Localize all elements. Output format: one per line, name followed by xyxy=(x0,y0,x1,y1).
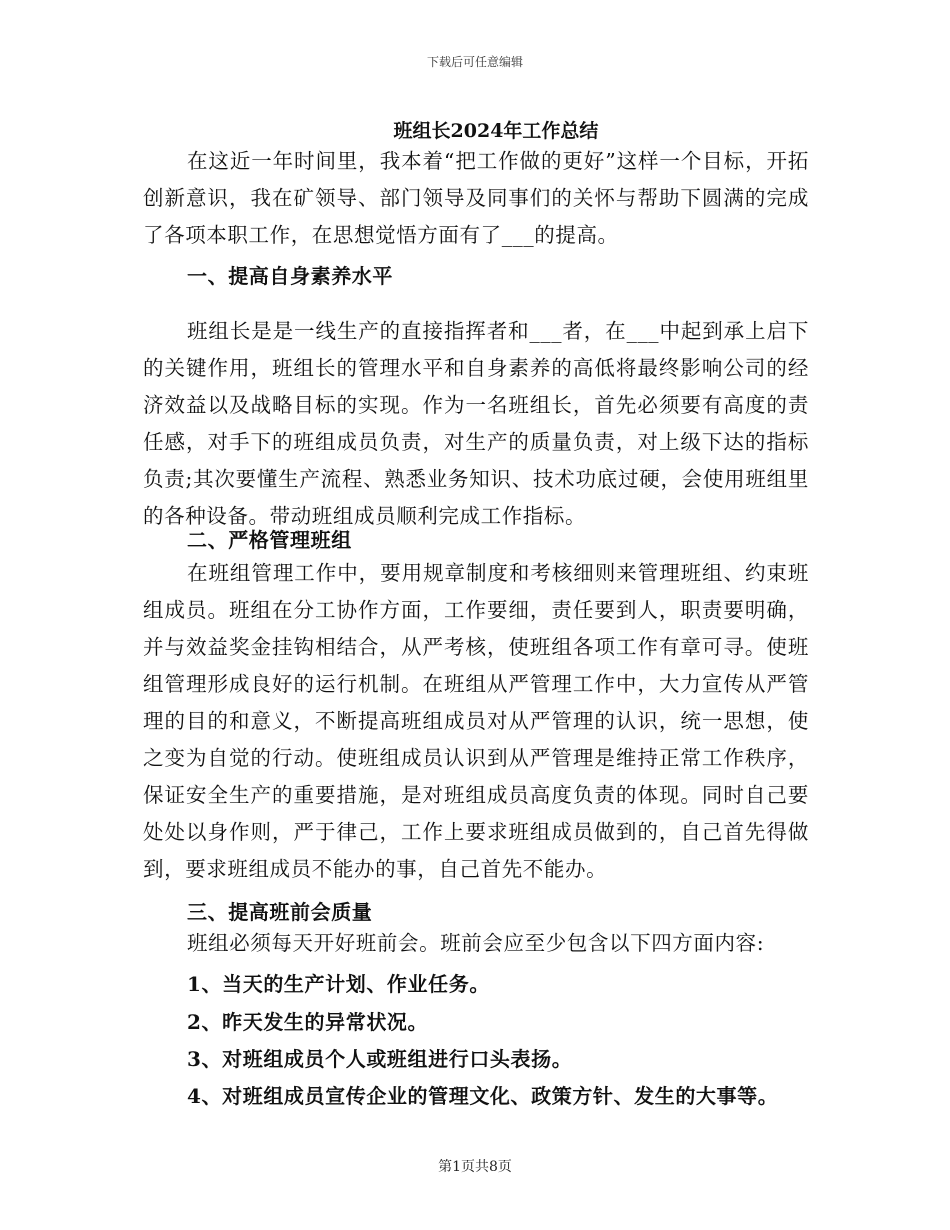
intro-paragraph: 在这近一年时间里，我本着“把工作做的更好”这样一个目标，开拓创新意识，我在矿领导、部门领导及同事们的关怀与帮助下圆满的完成了各项本职工作，在思想觉悟方面有了___的提高。 xyxy=(143,149,809,247)
section-1-heading: 一、提高自身素养水平 xyxy=(187,264,393,288)
section-2-heading: 二、严格管理班组 xyxy=(187,528,352,552)
page-number-footer: 第1页共8页 xyxy=(438,1159,512,1175)
list-item: 3、对班组成员个人或班组进行口头表扬。 xyxy=(187,1047,573,1071)
list-item: 4、对班组成员宣传企业的管理文化、政策方针、发生的大事等。 xyxy=(187,1084,779,1108)
section-1-body: 班组长是是一线生产的直接指挥者和___者，在___中起到承上启下的关键作用，班组长的管理水平和自身素养的高低将最终影响公司的经济效益以及战略目标的实现。作为一名班组长，首先必须要有高度的责任感，对手下的班组成员负责，对生产的质量负责，对上级下达的指标负责;其次要懂生产流程、熟悉业务知识、技术功底过硬，会使用班组里的各种设备。带动班组成员顺利完成工作指标。 xyxy=(143,319,809,528)
page-header-note: 下载后可任意编辑 xyxy=(426,55,523,69)
list-item: 1、当天的生产计划、作业任务。 xyxy=(187,972,490,996)
section-3-body: 班组必须每天开好班前会。班前会应至少包含以下四方面内容: xyxy=(187,931,765,955)
section-2-body: 在班组管理工作中，要用规章制度和考核细则来管理班组、约束班组成员。班组在分工协作方面，工作要细，责任要到人，职责要明确，并与效益奖金挂钩相结合，从严考核，使班组各项工作有章可寻。使班组管理形成良好的运行机制。在班组从严管理工作中，大力宣传从严管理的目的和意义，不断提高班组成员对从严管理的认识，统一思想，使之变为自觉的行动。使班组成员认识到从严管理是维持正常工作秩序，保证安全生产的重要措施，是对班组成员高度负责的体现。同时自己要处处以身作则，严于律己，工作上要求班组成员做到的，自己首先得做到，要求班组成员不能办的事，自己首先不能办。 xyxy=(143,561,809,881)
section-3-heading: 三、提高班前会质量 xyxy=(187,900,373,924)
document-title: 班组长2024年工作总结 xyxy=(393,120,599,142)
list-item: 2、昨天发生的异常状况。 xyxy=(187,1010,429,1034)
